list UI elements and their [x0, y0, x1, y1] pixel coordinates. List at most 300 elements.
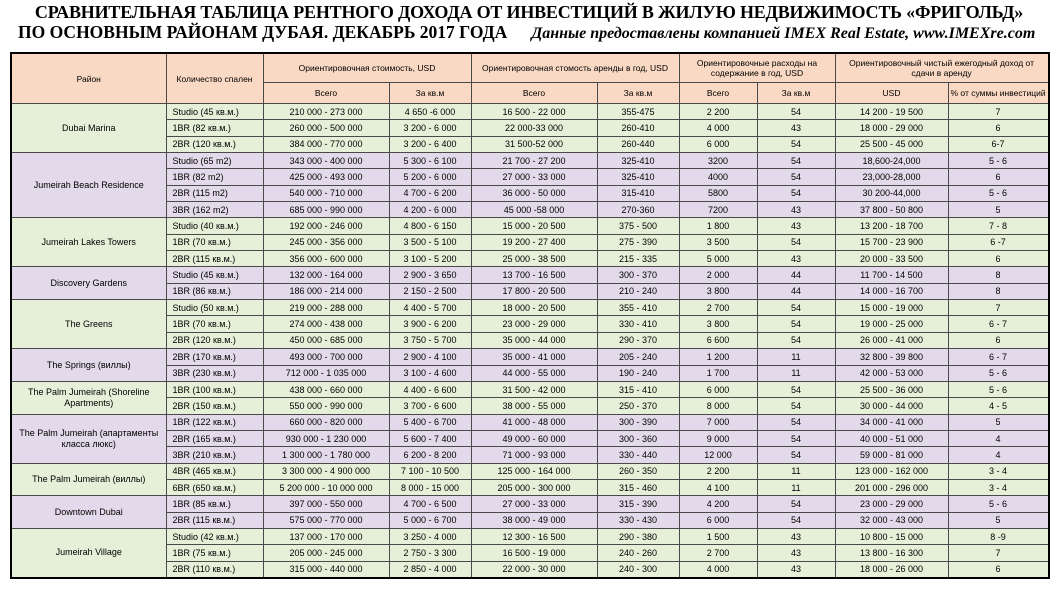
net-percent-cell: 5 — [948, 202, 1049, 218]
bedrooms-cell: 2BR (110 кв.м.) — [166, 561, 263, 578]
rent-per-sqm-cell: 375 - 500 — [597, 218, 679, 234]
rent-per-sqm-cell: 300 - 370 — [597, 267, 679, 283]
rent-per-sqm-cell: 275 - 390 — [597, 234, 679, 250]
cost-total-cell: 315 000 - 440 000 — [263, 561, 389, 578]
expenses-total-cell: 1 800 — [679, 218, 757, 234]
expenses-total-cell: 2 000 — [679, 267, 757, 283]
cost-per-sqm-cell: 4 400 - 5 700 — [389, 300, 471, 316]
rent-total-cell: 36 000 - 50 000 — [471, 185, 597, 201]
bedrooms-cell: Studio (42 кв.м.) — [166, 528, 263, 544]
cost-total-cell: 438 000 - 660 000 — [263, 381, 389, 397]
expenses-per-sqm-cell: 54 — [757, 104, 835, 120]
net-usd-cell: 19 000 - 25 000 — [835, 316, 948, 332]
cost-per-sqm-cell: 8 000 - 15 000 — [389, 479, 471, 495]
net-usd-cell: 34 000 - 41 000 — [835, 414, 948, 430]
net-usd-cell: 23,000-28,000 — [835, 169, 948, 185]
rent-total-cell: 31 500 - 42 000 — [471, 381, 597, 397]
header-expenses: Ориентировочные расходы на содержание в год, USD — [679, 53, 835, 83]
net-usd-cell: 10 800 - 15 000 — [835, 528, 948, 544]
expenses-total-cell: 4 100 — [679, 479, 757, 495]
net-percent-cell: 5 - 6 — [948, 496, 1049, 512]
rent-per-sqm-cell: 270-360 — [597, 202, 679, 218]
table-row — [11, 120, 1049, 136]
rent-total-cell: 16 500 - 22 000 — [471, 104, 597, 120]
bedrooms-cell: 3BR (230 кв.м.) — [166, 365, 263, 381]
rent-total-cell: 25 000 - 38 500 — [471, 251, 597, 267]
rent-per-sqm-cell: 325-410 — [597, 169, 679, 185]
rent-per-sqm-cell: 315 - 410 — [597, 381, 679, 397]
district-cell: Discovery Gardens — [11, 267, 166, 300]
net-usd-cell: 11 700 - 14 500 — [835, 267, 948, 283]
district-cell: Jumeirah Lakes Towers — [11, 218, 166, 267]
table-row — [11, 447, 1049, 463]
table-row — [11, 316, 1049, 332]
subheader-cost-total: Всего — [263, 83, 389, 104]
net-percent-cell: 4 — [948, 430, 1049, 446]
expenses-per-sqm-cell: 54 — [757, 153, 835, 169]
net-percent-cell: 6 — [948, 120, 1049, 136]
net-percent-cell: 8 — [948, 283, 1049, 299]
expenses-total-cell: 4 200 — [679, 496, 757, 512]
net-percent-cell: 5 - 6 — [948, 365, 1049, 381]
subheader-cost-per-sqm: За кв.м — [389, 83, 471, 104]
expenses-per-sqm-cell: 54 — [757, 447, 835, 463]
net-percent-cell: 6-7 — [948, 136, 1049, 152]
table-row — [11, 267, 1049, 283]
net-percent-cell: 3 - 4 — [948, 463, 1049, 479]
net-usd-cell: 201 000 - 296 000 — [835, 479, 948, 495]
expenses-per-sqm-cell: 54 — [757, 316, 835, 332]
expenses-total-cell: 6 000 — [679, 136, 757, 152]
net-percent-cell: 5 — [948, 414, 1049, 430]
district-cell: The Greens — [11, 300, 166, 349]
bedrooms-cell: 1BR (122 кв.м.) — [166, 414, 263, 430]
bedrooms-cell: 2BR (115 кв.м.) — [166, 251, 263, 267]
net-usd-cell: 25 500 - 45 000 — [835, 136, 948, 152]
expenses-total-cell: 1 700 — [679, 365, 757, 381]
rent-per-sqm-cell: 290 - 380 — [597, 528, 679, 544]
rent-total-cell: 205 000 - 300 000 — [471, 479, 597, 495]
expenses-total-cell: 6 600 — [679, 332, 757, 348]
bedrooms-cell: 1BR (82 кв.м.) — [166, 120, 263, 136]
cost-per-sqm-cell: 5 000 - 6 700 — [389, 512, 471, 528]
net-usd-cell: 18,600-24,000 — [835, 153, 948, 169]
cost-per-sqm-cell: 3 200 - 6 000 — [389, 120, 471, 136]
net-percent-cell: 7 - 8 — [948, 218, 1049, 234]
cost-per-sqm-cell: 3 500 - 5 100 — [389, 234, 471, 250]
cost-per-sqm-cell: 2 750 - 3 300 — [389, 545, 471, 561]
net-usd-cell: 20 000 - 33 500 — [835, 251, 948, 267]
rent-total-cell: 38 000 - 55 000 — [471, 398, 597, 414]
expenses-total-cell: 2 700 — [679, 300, 757, 316]
bedrooms-cell: 6BR (650 кв.м.) — [166, 479, 263, 495]
cost-per-sqm-cell: 6 200 - 8 200 — [389, 447, 471, 463]
table-row — [11, 512, 1049, 528]
table-row — [11, 463, 1049, 479]
expenses-total-cell: 2 200 — [679, 104, 757, 120]
cost-per-sqm-cell: 5 400 - 6 700 — [389, 414, 471, 430]
expenses-total-cell: 6 000 — [679, 381, 757, 397]
expenses-total-cell: 1 500 — [679, 528, 757, 544]
net-usd-cell: 25 500 - 36 000 — [835, 381, 948, 397]
net-percent-cell: 6 -7 — [948, 234, 1049, 250]
table-row — [11, 153, 1049, 169]
bedrooms-cell: 1BR (70 кв.м.) — [166, 316, 263, 332]
net-usd-cell: 123 000 - 162 000 — [835, 463, 948, 479]
cost-total-cell: 356 000 - 600 000 — [263, 251, 389, 267]
rent-yield-table — [10, 52, 1050, 579]
expenses-total-cell: 4 000 — [679, 561, 757, 578]
bedrooms-cell: 1BR (86 кв.м.) — [166, 283, 263, 299]
table-row — [11, 349, 1049, 365]
rent-total-cell: 16 500 - 19 000 — [471, 545, 597, 561]
cost-per-sqm-cell: 3 200 - 6 400 — [389, 136, 471, 152]
cost-total-cell: 5 200 000 - 10 000 000 — [263, 479, 389, 495]
rent-total-cell: 13 700 - 16 500 — [471, 267, 597, 283]
bedrooms-cell: 2BR (115 m2) — [166, 185, 263, 201]
cost-per-sqm-cell: 4 400 - 6 600 — [389, 381, 471, 397]
expenses-total-cell: 7200 — [679, 202, 757, 218]
net-usd-cell: 40 000 - 51 000 — [835, 430, 948, 446]
expenses-per-sqm-cell: 43 — [757, 202, 835, 218]
cost-total-cell: 660 000 - 820 000 — [263, 414, 389, 430]
expenses-per-sqm-cell: 44 — [757, 283, 835, 299]
table-row — [11, 136, 1049, 152]
rent-total-cell: 44 000 - 55 000 — [471, 365, 597, 381]
expenses-per-sqm-cell: 54 — [757, 398, 835, 414]
net-usd-cell: 32 000 - 43 000 — [835, 512, 948, 528]
net-percent-cell: 6 — [948, 251, 1049, 267]
rent-total-cell: 21 700 - 27 200 — [471, 153, 597, 169]
table-row — [11, 169, 1049, 185]
cost-total-cell: 186 000 - 214 000 — [263, 283, 389, 299]
rent-total-cell: 35 000 - 41 000 — [471, 349, 597, 365]
cost-total-cell: 550 000 - 990 000 — [263, 398, 389, 414]
cost-total-cell: 930 000 - 1 230 000 — [263, 430, 389, 446]
subtitle-text: ПО ОСНОВНЫМ РАЙОНАМ ДУБАЯ. ДЕКАБРЬ 2017 ГОДА — [18, 22, 508, 42]
cost-total-cell: 384 000 - 770 000 — [263, 136, 389, 152]
expenses-per-sqm-cell: 54 — [757, 414, 835, 430]
net-usd-cell: 37 800 - 50 800 — [835, 202, 948, 218]
expenses-total-cell: 2 200 — [679, 463, 757, 479]
table-row — [11, 218, 1049, 234]
cost-per-sqm-cell: 4 700 - 6 500 — [389, 496, 471, 512]
expenses-total-cell: 3200 — [679, 153, 757, 169]
cost-total-cell: 575 000 - 770 000 — [263, 512, 389, 528]
cost-per-sqm-cell: 2 900 - 4 100 — [389, 349, 471, 365]
net-percent-cell: 7 — [948, 545, 1049, 561]
table-row — [11, 104, 1049, 120]
net-usd-cell: 13 200 - 18 700 — [835, 218, 948, 234]
expenses-total-cell: 12 000 — [679, 447, 757, 463]
district-cell: Jumeirah Village — [11, 528, 166, 578]
net-percent-cell: 6 - 7 — [948, 349, 1049, 365]
district-cell: Downtown Dubai — [11, 496, 166, 529]
bedrooms-cell: 2BR (150 кв.м.) — [166, 398, 263, 414]
cost-per-sqm-cell: 5 600 - 7 400 — [389, 430, 471, 446]
expenses-per-sqm-cell: 43 — [757, 120, 835, 136]
cost-per-sqm-cell: 2 850 - 4 000 — [389, 561, 471, 578]
bedrooms-cell: 1BR (82 m2) — [166, 169, 263, 185]
rent-total-cell: 41 000 - 48 000 — [471, 414, 597, 430]
rent-per-sqm-cell: 210 - 240 — [597, 283, 679, 299]
district-cell: The Palm Jumeirah (виллы) — [11, 463, 166, 496]
net-usd-cell: 42 000 - 53 000 — [835, 365, 948, 381]
rent-per-sqm-cell: 355-475 — [597, 104, 679, 120]
net-percent-cell: 6 — [948, 561, 1049, 578]
net-percent-cell: 5 — [948, 512, 1049, 528]
expenses-per-sqm-cell: 54 — [757, 381, 835, 397]
cost-per-sqm-cell: 2 900 - 3 650 — [389, 267, 471, 283]
rent-total-cell: 22 000 - 30 000 — [471, 561, 597, 578]
cost-total-cell: 137 000 - 170 000 — [263, 528, 389, 544]
rent-per-sqm-cell: 300 - 360 — [597, 430, 679, 446]
net-percent-cell: 6 - 7 — [948, 316, 1049, 332]
net-usd-cell: 13 800 - 16 300 — [835, 545, 948, 561]
header-cost: Ориентировочная стоимость, USD — [263, 53, 471, 83]
rent-per-sqm-cell: 215 - 335 — [597, 251, 679, 267]
net-usd-cell: 32 800 - 39 800 — [835, 349, 948, 365]
expenses-total-cell: 4000 — [679, 169, 757, 185]
net-percent-cell: 5 - 6 — [948, 153, 1049, 169]
table-row — [11, 283, 1049, 299]
rent-per-sqm-cell: 315-410 — [597, 185, 679, 201]
cost-total-cell: 260 000 - 500 000 — [263, 120, 389, 136]
rent-total-cell: 71 000 - 93 000 — [471, 447, 597, 463]
rent-per-sqm-cell: 205 - 240 — [597, 349, 679, 365]
net-percent-cell: 4 - 5 — [948, 398, 1049, 414]
rent-total-cell: 23 000 - 29 000 — [471, 316, 597, 332]
expenses-per-sqm-cell: 43 — [757, 251, 835, 267]
cost-total-cell: 192 000 - 246 000 — [263, 218, 389, 234]
bedrooms-cell: 1BR (70 кв.м.) — [166, 234, 263, 250]
rent-per-sqm-cell: 250 - 370 — [597, 398, 679, 414]
cost-total-cell: 397 000 - 550 000 — [263, 496, 389, 512]
expenses-per-sqm-cell: 11 — [757, 463, 835, 479]
table-row — [11, 202, 1049, 218]
rent-per-sqm-cell: 290 - 370 — [597, 332, 679, 348]
table-row — [11, 300, 1049, 316]
net-usd-cell: 14 200 - 19 500 — [835, 104, 948, 120]
cost-total-cell: 425 000 - 493 000 — [263, 169, 389, 185]
rent-per-sqm-cell: 325-410 — [597, 153, 679, 169]
bedrooms-cell: Studio (45 кв.м.) — [166, 267, 263, 283]
cost-per-sqm-cell: 3 100 - 4 600 — [389, 365, 471, 381]
cost-per-sqm-cell: 4 700 - 6 200 — [389, 185, 471, 201]
subheader-expenses-per-sqm: За кв.м — [757, 83, 835, 104]
expenses-total-cell: 5800 — [679, 185, 757, 201]
table-row — [11, 251, 1049, 267]
rent-per-sqm-cell: 315 - 390 — [597, 496, 679, 512]
rent-per-sqm-cell: 240 - 260 — [597, 545, 679, 561]
expenses-per-sqm-cell: 11 — [757, 479, 835, 495]
header-rent: Ориентировочная стомость аренды в год, USD — [471, 53, 679, 83]
bedrooms-cell: 2BR (120 кв.м.) — [166, 136, 263, 152]
rent-per-sqm-cell: 260-410 — [597, 120, 679, 136]
rent-total-cell: 35 000 - 44 000 — [471, 332, 597, 348]
rent-total-cell: 19 200 - 27 400 — [471, 234, 597, 250]
net-percent-cell: 6 — [948, 169, 1049, 185]
rent-total-cell: 31 500-52 000 — [471, 136, 597, 152]
cost-total-cell: 685 000 - 990 000 — [263, 202, 389, 218]
bedrooms-cell: Studio (45 кв.м.) — [166, 104, 263, 120]
header-bedrooms: Количество спален — [166, 53, 263, 104]
table-row — [11, 430, 1049, 446]
bedrooms-cell: 2BR (165 кв.м.) — [166, 430, 263, 446]
table-row — [11, 234, 1049, 250]
expenses-per-sqm-cell: 54 — [757, 136, 835, 152]
bedrooms-cell: 1BR (100 кв.м.) — [166, 381, 263, 397]
expenses-total-cell: 3 800 — [679, 283, 757, 299]
expenses-total-cell: 4 000 — [679, 120, 757, 136]
rent-total-cell: 45 000 -58 000 — [471, 202, 597, 218]
cost-total-cell: 493 000 - 700 000 — [263, 349, 389, 365]
subheader-rent-per-sqm: За кв.м — [597, 83, 679, 104]
cost-total-cell: 343 000 - 400 000 — [263, 153, 389, 169]
net-usd-cell: 26 000 - 41 000 — [835, 332, 948, 348]
rent-total-cell: 27 000 - 33 000 — [471, 169, 597, 185]
subheader-rent-total: Всего — [471, 83, 597, 104]
page-title: СРАВНИТЕЛЬНАЯ ТАБЛИЦА РЕНТНОГО ДОХОДА ОТ ИНВЕСТИЦИЙ В ЖИЛУЮ НЕДВИЖИМОСТЬ «ФРИГОЛЬД» — [34, 2, 1024, 22]
cost-total-cell: 540 000 - 710 000 — [263, 185, 389, 201]
district-cell: Dubai Marina — [11, 104, 166, 153]
expenses-per-sqm-cell: 43 — [757, 218, 835, 234]
table-row — [11, 381, 1049, 397]
rent-per-sqm-cell: 355 - 410 — [597, 300, 679, 316]
net-usd-cell: 30 000 - 44 000 — [835, 398, 948, 414]
net-percent-cell: 5 - 6 — [948, 381, 1049, 397]
district-cell: The Palm Jumeirah (апартаменты класса люкс) — [11, 414, 166, 463]
rent-total-cell: 17 800 - 20 500 — [471, 283, 597, 299]
rent-total-cell: 22 000-33 000 — [471, 120, 597, 136]
bedrooms-cell: 3BR (210 кв.м.) — [166, 447, 263, 463]
table-row — [11, 479, 1049, 495]
table-row — [11, 561, 1049, 578]
rent-per-sqm-cell: 260-440 — [597, 136, 679, 152]
net-usd-cell: 15 700 - 23 900 — [835, 234, 948, 250]
bedrooms-cell: 3BR (162 m2) — [166, 202, 263, 218]
rent-total-cell: 18 000 - 20 500 — [471, 300, 597, 316]
expenses-per-sqm-cell: 11 — [757, 365, 835, 381]
table-row — [11, 398, 1049, 414]
cost-per-sqm-cell: 3 250 - 4 000 — [389, 528, 471, 544]
cost-total-cell: 3 300 000 - 4 900 000 — [263, 463, 389, 479]
expenses-per-sqm-cell: 54 — [757, 169, 835, 185]
rent-total-cell: 125 000 - 164 000 — [471, 463, 597, 479]
expenses-per-sqm-cell: 43 — [757, 528, 835, 544]
net-percent-cell: 7 — [948, 300, 1049, 316]
district-cell: The Springs (виллы) — [11, 349, 166, 382]
expenses-total-cell: 3 500 — [679, 234, 757, 250]
net-usd-cell: 59 000 - 81 000 — [835, 447, 948, 463]
cost-total-cell: 245 000 - 356 000 — [263, 234, 389, 250]
rent-total-cell: 38 000 - 49 000 — [471, 512, 597, 528]
bedrooms-cell: 1BR (85 кв.м.) — [166, 496, 263, 512]
cost-per-sqm-cell: 7 100 - 10 500 — [389, 463, 471, 479]
bedrooms-cell: 4BR (465 кв.м.) — [166, 463, 263, 479]
net-percent-cell: 8 — [948, 267, 1049, 283]
expenses-per-sqm-cell: 54 — [757, 512, 835, 528]
cost-per-sqm-cell: 5 200 - 6 000 — [389, 169, 471, 185]
expenses-per-sqm-cell: 43 — [757, 561, 835, 578]
subheader-expenses-total: Всего — [679, 83, 757, 104]
bedrooms-cell: Studio (65 m2) — [166, 153, 263, 169]
district-cell: Jumeirah Beach Residence — [11, 153, 166, 218]
rent-total-cell: 12 300 - 16 500 — [471, 528, 597, 544]
rent-per-sqm-cell: 330 - 410 — [597, 316, 679, 332]
cost-total-cell: 219 000 - 288 000 — [263, 300, 389, 316]
net-usd-cell: 23 000 - 29 000 — [835, 496, 948, 512]
expenses-total-cell: 3 800 — [679, 316, 757, 332]
subheader-net-percent: % от суммы инвестиций — [948, 83, 1049, 104]
expenses-total-cell: 6 000 — [679, 512, 757, 528]
rent-total-cell: 27 000 - 33 000 — [471, 496, 597, 512]
expenses-per-sqm-cell: 44 — [757, 267, 835, 283]
source-note: Данные предоставлены компанией IMEX Real Estate, www.IMEXre.com — [531, 25, 1036, 42]
expenses-per-sqm-cell: 54 — [757, 300, 835, 316]
cost-per-sqm-cell: 3 100 - 5 200 — [389, 251, 471, 267]
expenses-total-cell: 7 000 — [679, 414, 757, 430]
bedrooms-cell: 1BR (75 кв.м.) — [166, 545, 263, 561]
bedrooms-cell: 2BR (170 кв.м.) — [166, 349, 263, 365]
expenses-per-sqm-cell: 54 — [757, 430, 835, 446]
district-cell: The Palm Jumeirah (Shoreline Apartments) — [11, 381, 166, 414]
cost-total-cell: 1 300 000 - 1 780 000 — [263, 447, 389, 463]
net-usd-cell: 14 000 - 16 700 — [835, 283, 948, 299]
header-net-income: Ориентировочный чистый ежегодный доход от сдачи в аренду — [835, 53, 1049, 83]
cost-per-sqm-cell: 3 700 - 6 600 — [389, 398, 471, 414]
subheader-net-usd: USD — [835, 83, 948, 104]
net-percent-cell: 5 - 6 — [948, 185, 1049, 201]
cost-per-sqm-cell: 4 800 - 6 150 — [389, 218, 471, 234]
rent-per-sqm-cell: 315 - 460 — [597, 479, 679, 495]
expenses-total-cell: 5 000 — [679, 251, 757, 267]
expenses-total-cell: 2 700 — [679, 545, 757, 561]
cost-per-sqm-cell: 2 150 - 2 500 — [389, 283, 471, 299]
rent-per-sqm-cell: 300 - 390 — [597, 414, 679, 430]
rent-total-cell: 15 000 - 20 500 — [471, 218, 597, 234]
net-usd-cell: 30 200-44,000 — [835, 185, 948, 201]
expenses-total-cell: 9 000 — [679, 430, 757, 446]
table-row — [11, 365, 1049, 381]
cost-total-cell: 712 000 - 1 035 000 — [263, 365, 389, 381]
bedrooms-cell: Studio (40 кв.м.) — [166, 218, 263, 234]
bedrooms-cell: 2BR (120 кв.м.) — [166, 332, 263, 348]
net-percent-cell: 8 -9 — [948, 528, 1049, 544]
cost-total-cell: 450 000 - 685 000 — [263, 332, 389, 348]
rent-per-sqm-cell: 240 - 300 — [597, 561, 679, 578]
net-percent-cell: 3 - 4 — [948, 479, 1049, 495]
expenses-total-cell: 1 200 — [679, 349, 757, 365]
cost-total-cell: 132 000 - 164 000 — [263, 267, 389, 283]
expenses-per-sqm-cell: 43 — [757, 545, 835, 561]
table-row — [11, 414, 1049, 430]
table-row — [11, 185, 1049, 201]
expenses-per-sqm-cell: 54 — [757, 496, 835, 512]
rent-per-sqm-cell: 190 - 240 — [597, 365, 679, 381]
net-usd-cell: 18 000 - 29 000 — [835, 120, 948, 136]
rent-per-sqm-cell: 260 - 350 — [597, 463, 679, 479]
net-percent-cell: 6 — [948, 332, 1049, 348]
rent-per-sqm-cell: 330 - 430 — [597, 512, 679, 528]
expenses-per-sqm-cell: 54 — [757, 332, 835, 348]
bedrooms-cell: 2BR (115 кв.м.) — [166, 512, 263, 528]
cost-total-cell: 274 000 - 438 000 — [263, 316, 389, 332]
net-percent-cell: 4 — [948, 447, 1049, 463]
cost-per-sqm-cell: 3 900 - 6 200 — [389, 316, 471, 332]
table-row — [11, 332, 1049, 348]
cost-per-sqm-cell: 3 750 - 5 700 — [389, 332, 471, 348]
